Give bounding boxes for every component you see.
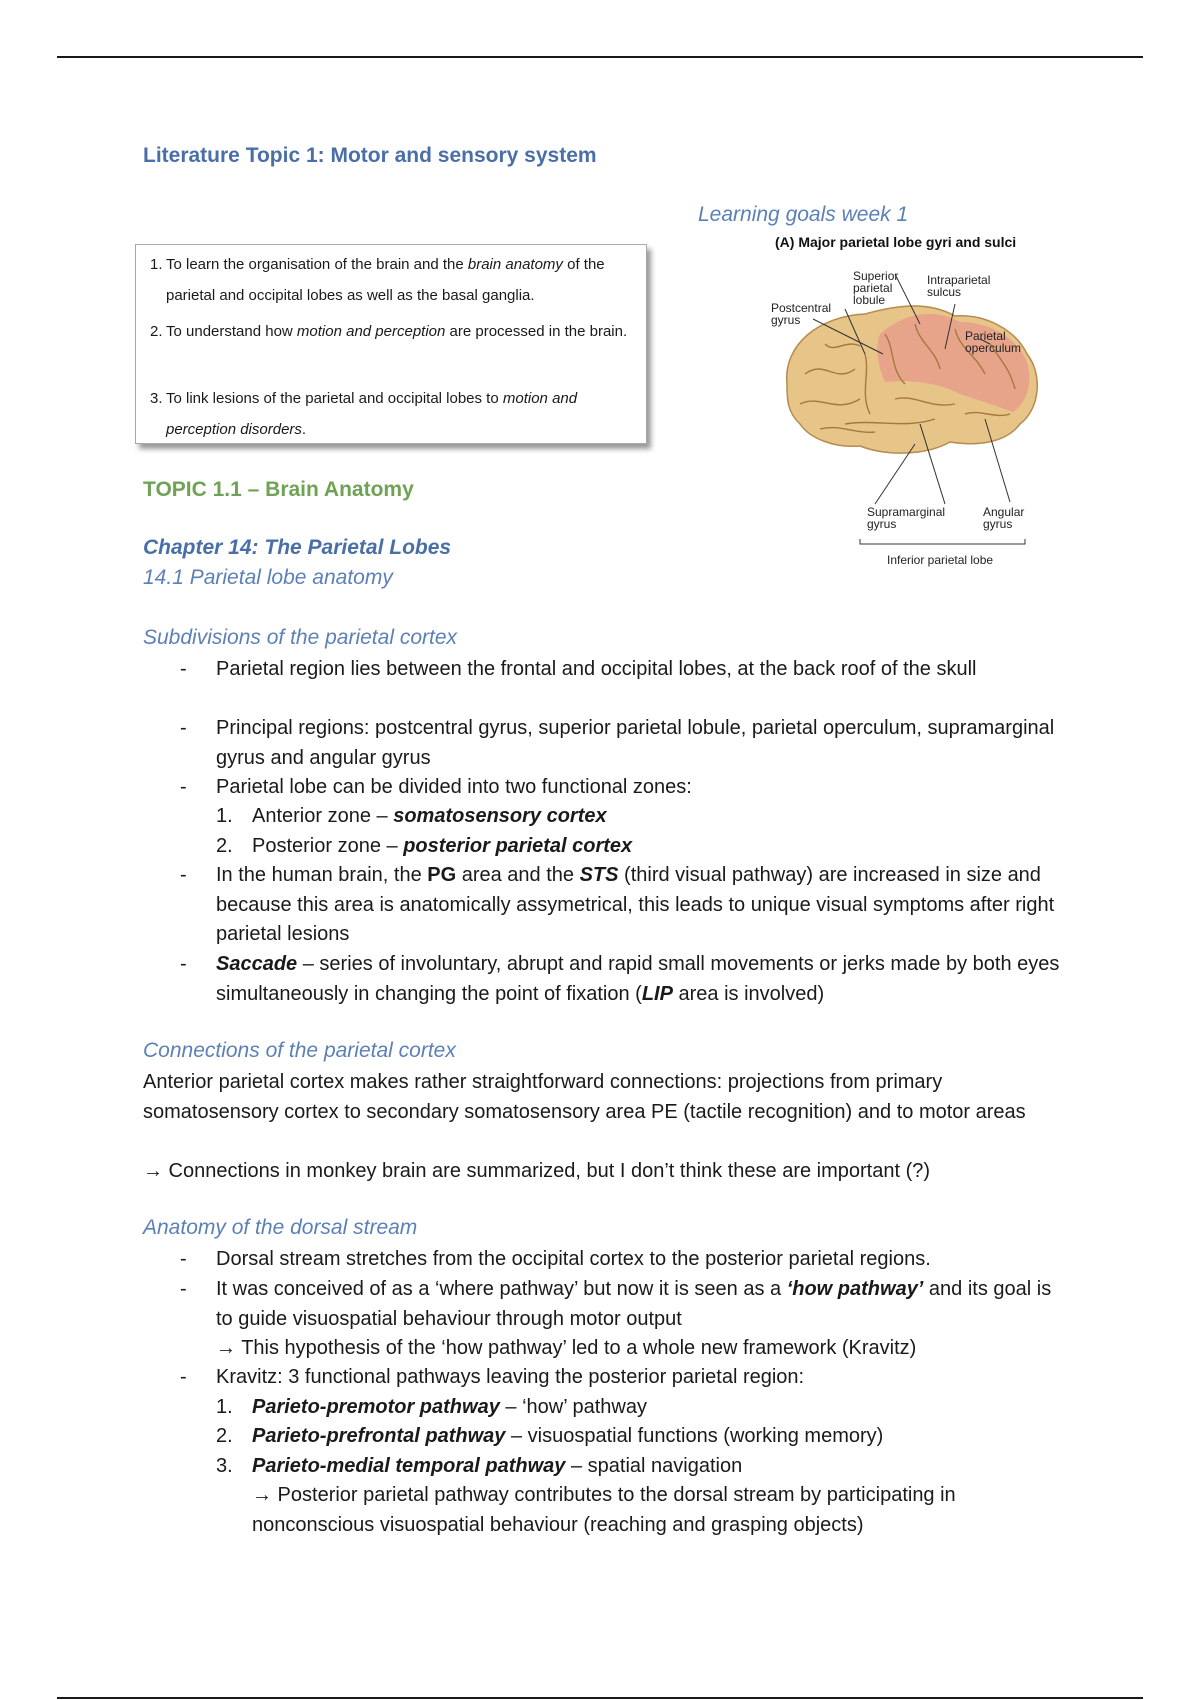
list-item: Principal regions: postcentral gyrus, superior parietal lobule, parietal operculum, supramarginal gyrus and angular gyrus	[216, 717, 1055, 769]
list-item: Parietal region lies between the frontal and occipital lobes, at the back roof of the skull	[216, 658, 977, 680]
zone-number: 1.	[216, 805, 233, 827]
label-inferior-parietal-lobe: Inferior parietal lobe	[887, 553, 994, 567]
list-item: In the human brain, the PG area and the STS (third visual pathway) are increased in size and because this area is anatomically assymetrical, this leads to unique visual symptoms after right parietal lesions	[216, 864, 1055, 945]
pathway-number: 3.	[216, 1455, 233, 1477]
learning-goals-title: Learning goals week 1	[698, 203, 909, 226]
bullet-dash: -	[180, 953, 187, 975]
bullet-dash: -	[180, 1248, 187, 1270]
inferior-lobe-brace	[860, 539, 1025, 544]
top-rule	[57, 56, 1143, 58]
figure-title: (A) Major parietal lobe gyri and sulci	[775, 234, 1017, 250]
section-heading: 14.1 Parietal lobe anatomy	[143, 566, 393, 589]
list-item: Kravitz: 3 functional pathways leaving the posterior parietal region:	[216, 1366, 805, 1388]
parietal-lobe-figure	[765, 234, 1055, 574]
pathway-number: 2.	[216, 1425, 233, 1447]
bullet-dash: -	[180, 1278, 187, 1300]
pathway-number: 1.	[216, 1396, 233, 1418]
dorsal-stream-heading: Anatomy of the dorsal stream	[143, 1216, 418, 1239]
learning-goal-1: 1. To learn the organisation of the brain and the brain anatomy of the parietal and occipital lobes as well as the basal ganglia.	[150, 256, 605, 304]
learning-goal-3: 3. To link lesions of the parietal and occipital lobes to motion and perception disorders.	[150, 390, 578, 438]
label-supramarginal-gyrus: Supramarginal gyrus	[867, 505, 946, 531]
bullet-dash: -	[180, 658, 187, 680]
label-superior-parietal-lobule: Superior parietal lobule	[853, 269, 899, 307]
bullet-dash: -	[180, 717, 187, 739]
bullet-dash: -	[180, 1366, 187, 1388]
list-item: Dorsal stream stretches from the occipital cortex to the posterior parietal regions.	[216, 1248, 931, 1270]
chapter-heading: Chapter 14: The Parietal Lobes	[143, 536, 452, 559]
document-title: Literature Topic 1: Motor and sensory system	[143, 144, 597, 167]
connections-note: → Connections in monkey brain are summarized, but I don’t think these are important (?)	[143, 1160, 931, 1182]
label-angular-gyrus: Angular gyrus	[983, 505, 1025, 531]
arrow-note: → Posterior parietal pathway contributes to the dorsal stream by participating in nonconscious visuospatial behaviour (reaching and grasping objects)	[252, 1484, 956, 1536]
zone-number: 2.	[216, 835, 233, 857]
bottom-rule	[57, 1697, 1143, 1699]
label-intraparietal-sulcus: Intraparietal sulcus	[927, 273, 991, 299]
list-item: Parietal lobe can be divided into two functional zones:	[216, 776, 692, 798]
list-item: It was conceived of as a ‘where pathway’ but now it is seen as a ‘how pathway’ and its goal is to guide visuospatial behaviour through motor output	[216, 1278, 1052, 1330]
zone-item: Posterior zone – posterior parietal cortex	[252, 835, 633, 857]
bullet-dash: -	[180, 776, 187, 798]
subdivisions-heading: Subdivisions of the parietal cortex	[143, 626, 458, 649]
pathway-item: Parieto-prefrontal pathway – visuospatial functions (working memory)	[252, 1425, 884, 1447]
learning-goal-2: 2. To understand how motion and perception are processed in the brain.	[150, 323, 628, 340]
connections-paragraph: Anterior parietal cortex makes rather straightforward connections: projections from primary somatosensory cortex to secondary somatosensory area PE (tactile recognition) and to motor areas	[143, 1071, 1026, 1123]
label-parietal-operculum: Parietal operculum	[965, 329, 1022, 355]
list-item: Saccade – series of involuntary, abrupt and rapid small movements or jerks made by both eyes simultaneously in changing the point of fixation (LIP area is involved)	[216, 953, 1060, 1005]
pathway-item: Parieto-premotor pathway – ‘how’ pathway	[252, 1396, 647, 1418]
arrow-note: → This hypothesis of the ‘how pathway’ led to a whole new framework (Kravitz)	[216, 1337, 917, 1359]
topic-heading: TOPIC 1.1 – Brain Anatomy	[143, 478, 414, 501]
connections-heading: Connections of the parietal cortex	[143, 1039, 456, 1062]
learning-goals-box	[135, 244, 647, 444]
bullet-dash: -	[180, 864, 187, 886]
zone-item: Anterior zone – somatosensory cortex	[252, 805, 607, 827]
pathway-item: Parieto-medial temporal pathway – spatial navigation	[252, 1455, 743, 1477]
label-postcentral-gyrus: Postcentral gyrus	[771, 301, 832, 327]
